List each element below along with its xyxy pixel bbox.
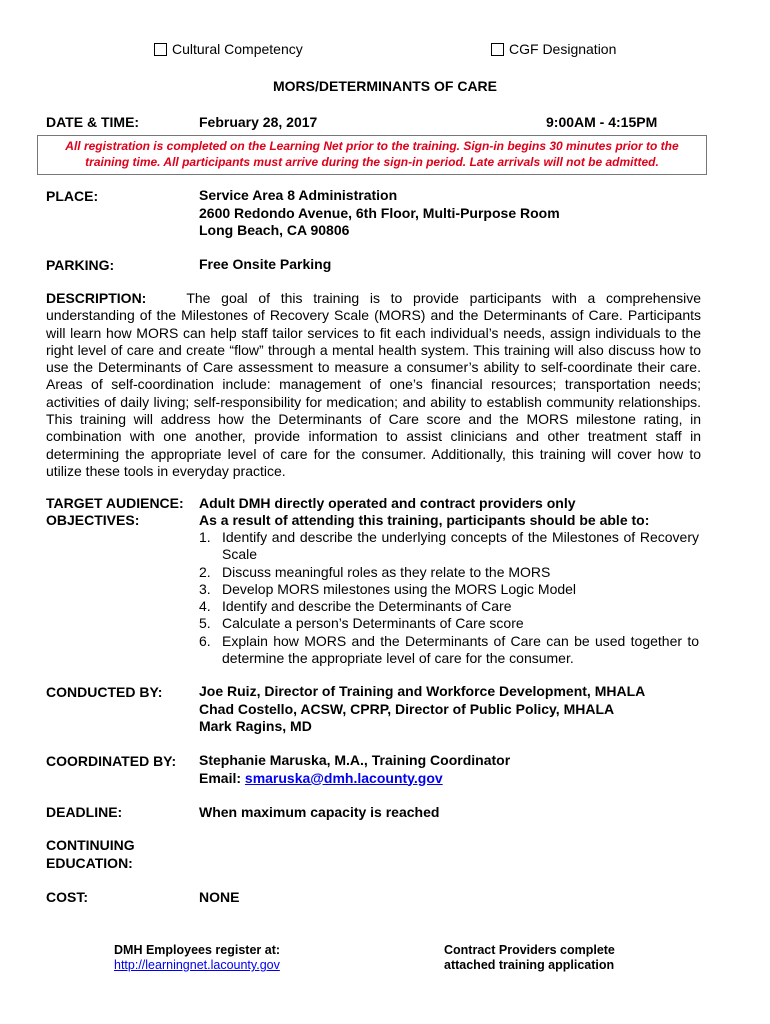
item-text: Develop MORS milestones using the MORS Logic Model (222, 580, 577, 597)
list-item (199, 615, 699, 632)
time-value: 9:00AM - 4:15PM (546, 114, 658, 130)
email-label: Email: (199, 769, 242, 786)
coordinator-name: Stephanie Maruska, M.A., Training Coordinator (199, 752, 511, 768)
objectives-intro: As a result of attending this training, participants should be able to: (199, 512, 650, 528)
item-number: 6. (199, 632, 211, 649)
place-value (199, 187, 560, 240)
description-text: The goal of this training is to provide participants with a comprehensive understanding of the Milestones of Recovery Scale (MORS) and the Determinants of Care. Participants will learn how MORS can help staff tailor services to fit each individual’s needs, assign individuals to the right level of care and create “flow” through a mental health system. This training will also discuss how to use the Determinants of Care assessment to measure a consumer’s ability to self-coordinate their care. Areas of self-coordination include: management of one’s financial resources; transportation needs; activities of daily living; self-responsibility for medication; and ability to establish community relationships. This training will address how the Determinants of Care score and the MORS milestone rating, in combination with one another, provide information to assist clinicians and other treatment staff in determining the appropriate level of care for the consumer. Additionally, this training will cover how to utilize these tools in everyday practice. (46, 290, 701, 479)
dmh-registration (114, 943, 280, 973)
place-label: PLACE: (46, 188, 99, 204)
continuing-education-label (46, 837, 135, 872)
parking-label: PARKING: (46, 257, 115, 273)
checkbox-icon[interactable] (491, 43, 504, 56)
item-text: Identify and describe the underlying concepts of the Milestones of Recovery Scale (222, 529, 699, 563)
deadline-value: When maximum capacity is reached (199, 804, 440, 820)
cultural-competency-option[interactable] (154, 41, 303, 57)
dmh-register-label: DMH Employees register at: (114, 943, 281, 957)
list-item (199, 598, 699, 615)
ce-label-line: EDUCATION: (46, 854, 133, 871)
objectives-list (199, 529, 699, 667)
contract-note-line: attached training application (444, 958, 615, 972)
coordinated-by-label: COORDINATED BY: (46, 753, 177, 769)
page-title: MORS/DETERMINANTS OF CARE (273, 78, 497, 94)
place-line: Long Beach, CA 90806 (199, 222, 350, 238)
item-number: 1. (199, 529, 211, 545)
list-item (199, 529, 699, 564)
place-line: Service Area 8 Administration (199, 187, 398, 203)
target-audience-label: TARGET AUDIENCE: (46, 495, 184, 511)
cgf-designation-option[interactable] (491, 41, 616, 57)
email-link[interactable]: smaruska@dmh.lacounty.gov (244, 769, 443, 786)
item-text: Explain how MORS and the Determinants of Care can be used together to determine the appropriate level of care for the consumer. (222, 632, 699, 667)
date-value: February 28, 2017 (199, 114, 318, 130)
list-item (199, 564, 699, 581)
presenter-line: Joe Ruiz, Director of Training and Workforce Development, MHALA (199, 683, 646, 699)
presenter-line: Chad Costello, ACSW, CPRP, Director of Public Policy, MHALA (199, 700, 615, 717)
conducted-by-value (199, 683, 645, 736)
description-block (46, 290, 701, 480)
place-line: 2600 Redondo Avenue, 6th Floor, Multi-Purpose Room (199, 204, 560, 221)
list-item (199, 581, 699, 598)
learningnet-link[interactable]: http://learningnet.lacounty.gov (114, 958, 280, 972)
parking-value: Free Onsite Parking (199, 256, 332, 272)
coordinated-by-value (199, 752, 510, 787)
contract-providers-note (444, 943, 615, 973)
date-time-label: DATE & TIME: (46, 114, 140, 130)
cost-label: COST: (46, 889, 88, 905)
item-text: Calculate a person’s Determinants of Care score (222, 615, 524, 632)
ce-label-line: CONTINUING (46, 837, 135, 853)
item-number: 3. (199, 580, 211, 597)
item-number: 2. (199, 563, 211, 580)
item-number: 5. (199, 615, 211, 632)
cgf-designation-label: CGF Designation (509, 41, 617, 57)
registration-notice: All registration is completed on the Learning Net prior to the training. Sign-in begins 30 minutes prior to the training time. All participants must arrive during the sign-in period. Late arrivals will not be admitted. (37, 135, 707, 175)
coordinator-email-line (199, 770, 510, 788)
objectives-label: OBJECTIVES: (46, 512, 140, 528)
target-audience-value: Adult DMH directly operated and contract providers only (199, 495, 576, 511)
deadline-label: DEADLINE: (46, 804, 123, 820)
item-number: 4. (199, 598, 211, 615)
cost-value: NONE (199, 889, 240, 905)
cultural-competency-label: Cultural Competency (172, 41, 303, 57)
contract-note-line: Contract Providers complete (444, 943, 615, 957)
item-text: Discuss meaningful roles as they relate to the MORS (222, 563, 551, 580)
presenter-line: Mark Ragins, MD (199, 718, 312, 734)
description-label: DESCRIPTION: (46, 290, 147, 306)
checkbox-icon[interactable] (154, 43, 167, 56)
conducted-by-label: CONDUCTED BY: (46, 684, 163, 700)
list-item (199, 633, 699, 668)
item-text: Identify and describe the Determinants of Care (222, 598, 512, 615)
